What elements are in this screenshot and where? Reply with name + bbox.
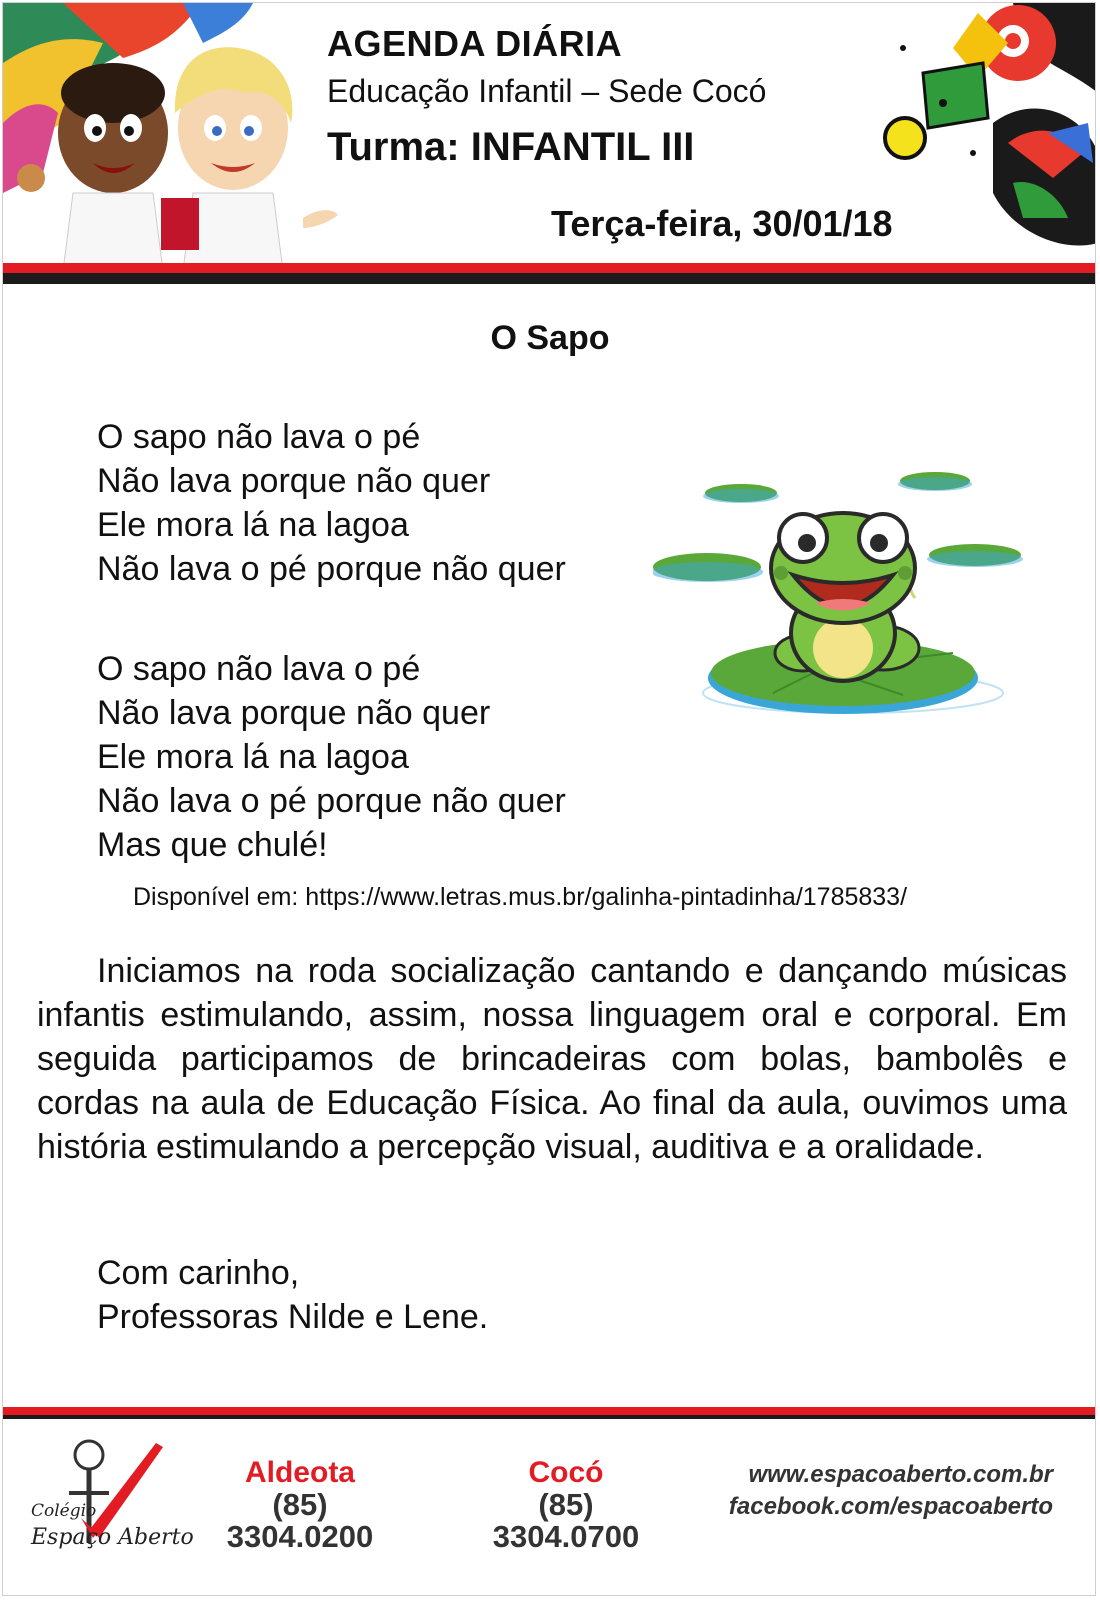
poem-line: Mas que chulé! (97, 826, 328, 864)
teachers-signature: Professoras Nilde e Lene. (97, 1298, 489, 1336)
activity-report-paragraph: Iniciamos na roda socialização cantando e dançando músicas infantis estimulando, assim, nossa linguagem oral e corporal. Em seguida participamos de brincadeiras com bolas, bambolês e cordas na aula de Educação Física. Ao final da aula, ouvimos uma história estimulando a percepção visual, auditiva e a oralidade. (37, 952, 1067, 1166)
closing-salutation: Com carinho, (97, 1254, 300, 1292)
branch-name: Cocó (528, 1456, 604, 1489)
logo-college-text: Colégio (31, 1501, 97, 1521)
daily-agenda-page (2, 2, 1096, 1596)
poem-line: Não lava o pé porque não quer (97, 550, 566, 588)
poem-line: Ele mora lá na lagoa (97, 506, 409, 544)
poem-line: O sapo não lava o pé (97, 650, 421, 688)
poem-source: Disponível em: https://www.letras.mus.br/galinha-pintadinha/1785833/ (133, 883, 908, 911)
poem-line: Não lava o pé porque não quer (97, 782, 566, 820)
frog-on-lily-pad-illustration (653, 463, 1033, 733)
facebook-link[interactable]: facebook.com/espacoaberto (728, 1493, 1053, 1520)
class-label: Turma: INFANTIL III (327, 125, 695, 169)
paint-splash-illustration (883, 3, 1096, 268)
contact-web-block (729, 1459, 1053, 1523)
poem-title: O Sapo (490, 319, 610, 357)
poem-line: O sapo não lava o pé (97, 418, 421, 456)
branch-phone: (85) 3304.0200 (226, 1487, 374, 1554)
poem-line: Não lava porque não quer (97, 462, 491, 500)
branch-phone: (85) 3304.0700 (492, 1487, 640, 1554)
poem-line: Ele mora lá na lagoa (97, 738, 409, 776)
branch-aldeota (195, 1457, 405, 1553)
poem-stanza-2 (97, 647, 566, 867)
poem-line: Não lava porque não quer (97, 694, 491, 732)
poem-stanza-1 (97, 415, 566, 591)
kids-mascots-illustration (3, 3, 343, 271)
school-unit-subtitle: Educação Infantil – Sede Cocó (327, 73, 767, 109)
header-red-stripe (3, 263, 1095, 273)
footer-red-stripe (3, 1407, 1095, 1415)
header-black-stripe (3, 273, 1095, 284)
agenda-date: Terça-feira, 30/01/18 (551, 203, 893, 244)
website-link[interactable]: www.espacoaberto.com.br (748, 1461, 1053, 1488)
agenda-title: AGENDA DIÁRIA (327, 23, 623, 64)
logo-school-name: Espaço Aberto (31, 1525, 194, 1550)
closing-block (97, 1251, 488, 1339)
footer-black-stripe (3, 1415, 1095, 1419)
branch-coco (461, 1457, 671, 1553)
branch-name: Aldeota (244, 1456, 355, 1489)
